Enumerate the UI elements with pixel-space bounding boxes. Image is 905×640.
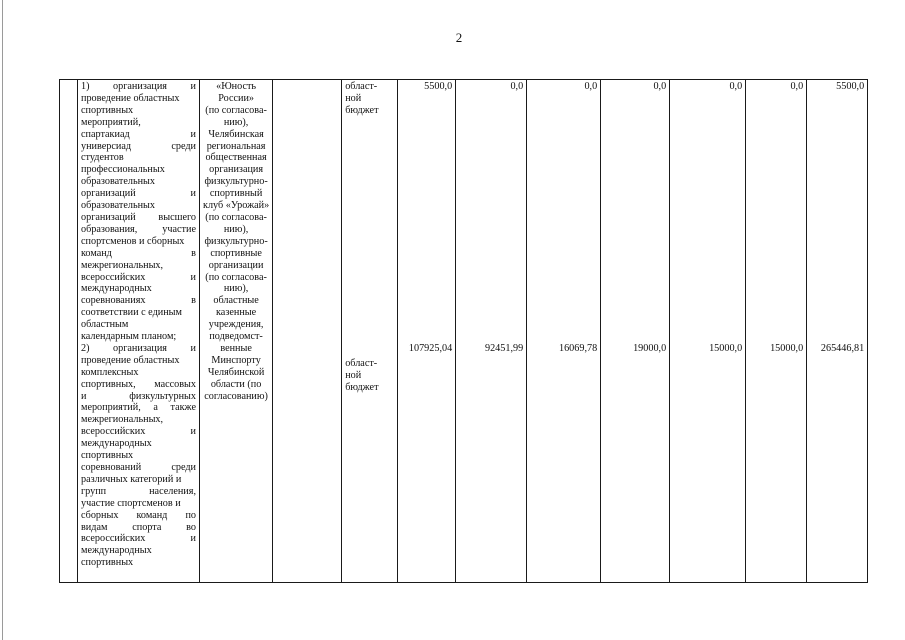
executor-line: (по согласова- [205,104,267,116]
funding-source-cell [342,80,398,583]
funding-source-line: област- [345,357,378,369]
executor-line: региональная [206,140,266,152]
description-line: образовательных [81,176,155,188]
amount-value: 15000,0 [709,342,743,354]
amount-cell-6 [746,80,807,583]
executor-line: казенные [216,307,257,319]
description-line: областным [81,319,129,331]
description-line: спортивных, массовых [81,378,196,390]
funding-source-1 [345,81,394,117]
amount-value: 0,0 [510,81,524,92]
funding-source-line: ной [345,92,362,104]
description-line: профессиональных [81,164,165,176]
description-line: комплексных [81,366,139,378]
amount-value: 0,0 [790,81,804,92]
amount-total: 265446,81 [820,342,865,354]
amount-cell-1 [398,80,456,583]
amount-total: 5500,0 [836,81,865,92]
index-cell [60,80,78,583]
description-line: всероссийских и [81,533,196,545]
description-line: спортивных [81,104,134,116]
description-line: групп населения, [81,485,196,497]
funding-source-line: бюджет [345,104,379,116]
description-line: международных [81,545,152,557]
executor-line: Челябинской [207,366,265,378]
executor-cell [200,80,273,583]
executor-line: (по согласова- [205,211,267,223]
executor-line: нию), [223,283,249,295]
executor-line: областные [213,295,259,307]
executor-line: спортивные [210,247,262,259]
amount-cell-4 [601,80,670,583]
amount-value: 16069,78 [558,342,598,354]
executor-line: физкультурно- [204,176,268,188]
executor-line: Минспорту [211,354,261,366]
description-line: видам спорта во [81,521,196,533]
description-line: и физкультурных [81,390,196,402]
funding-source-line: ной [345,369,362,381]
description-line: 1) организация и [81,81,196,92]
description-line: команд в [81,247,196,259]
executor-list [203,81,269,402]
description-line: студентов [81,152,124,164]
amount-value: 92451,99 [484,342,524,354]
executor-line: Челябинская [208,128,264,140]
amount-cell-5 [670,80,746,583]
description-line: проведение областных [81,354,180,366]
description-line: образования, участие [81,223,196,235]
description-line: участие спортсменов и [81,497,181,509]
executor-line: организации [208,259,264,271]
amount-value: 5500,0 [424,81,453,92]
executor-line: нию), [223,116,249,128]
executor-line: спортивный [209,188,263,200]
executor-line: физкультурно- [204,235,268,247]
description-line: различных категорий и [81,473,182,485]
amount-value: 19000,0 [633,342,667,354]
description-line: всероссийских и [81,426,196,438]
activity-description-cell [78,80,200,583]
funding-source-2 [345,358,394,394]
amount-cell-2 [456,80,527,583]
program-table [59,79,868,583]
executor-line: венные [220,342,252,354]
executor-line: организация [209,164,264,176]
executor-line: подведомст- [209,331,263,343]
description-line: спортсменов и сборных [81,235,185,247]
description-line: спортивных [81,450,134,462]
description-line: межрегиональных, [81,259,164,271]
description-line: образовательных [81,200,155,212]
executor-line: учреждения, [208,319,264,331]
description-line: мероприятий, [81,116,141,128]
description-line: сборных команд по [81,509,196,521]
description-line: международных [81,438,152,450]
executor-line: России» [218,92,254,104]
description-line: международных [81,283,152,295]
description-line: организаций и [81,188,196,200]
table-row [60,80,868,583]
funding-source-line: област- [345,81,378,92]
amount-value: 15000,0 [770,342,804,354]
amount-value: 0,0 [584,81,598,92]
description-line: соревнованиях в [81,295,196,307]
empty-cell [273,80,342,583]
description-line: соревнований среди [81,462,196,473]
description-line: спартакиад и [81,128,196,140]
description-line: мероприятий, а также [81,402,196,414]
description-line: 2) организация и [81,342,196,354]
description-line: организаций высшего [81,211,196,223]
executor-line: нию), [223,223,249,235]
description-line: универсиад среди [81,140,196,152]
page-number: 2 [455,30,463,45]
amount-value: 107925,04 [408,342,453,354]
executor-line: согласованию) [204,390,268,402]
description-line: соответствии с единым [81,307,182,319]
amount-value: 0,0 [653,81,667,92]
executor-line: общественная [205,152,267,164]
amount-cell-total [807,80,868,583]
funding-source-line: бюджет [345,381,379,393]
description-line: всероссийских и [81,271,196,283]
description-line: календарным планом; [81,331,177,343]
executor-line: области (по [210,378,262,390]
executor-line: (по согласова- [205,271,267,283]
executor-line: «Юность [216,81,257,92]
executor-line: клуб «Урожай» [203,200,270,212]
description-line: проведение областных [81,92,180,104]
amount-value: 0,0 [729,81,743,92]
amount-cell-3 [527,80,601,583]
activity-description [81,81,196,569]
description-line: спортивных [81,557,134,569]
description-line: межрегиональных, [81,414,164,426]
page-left-border [2,0,3,640]
